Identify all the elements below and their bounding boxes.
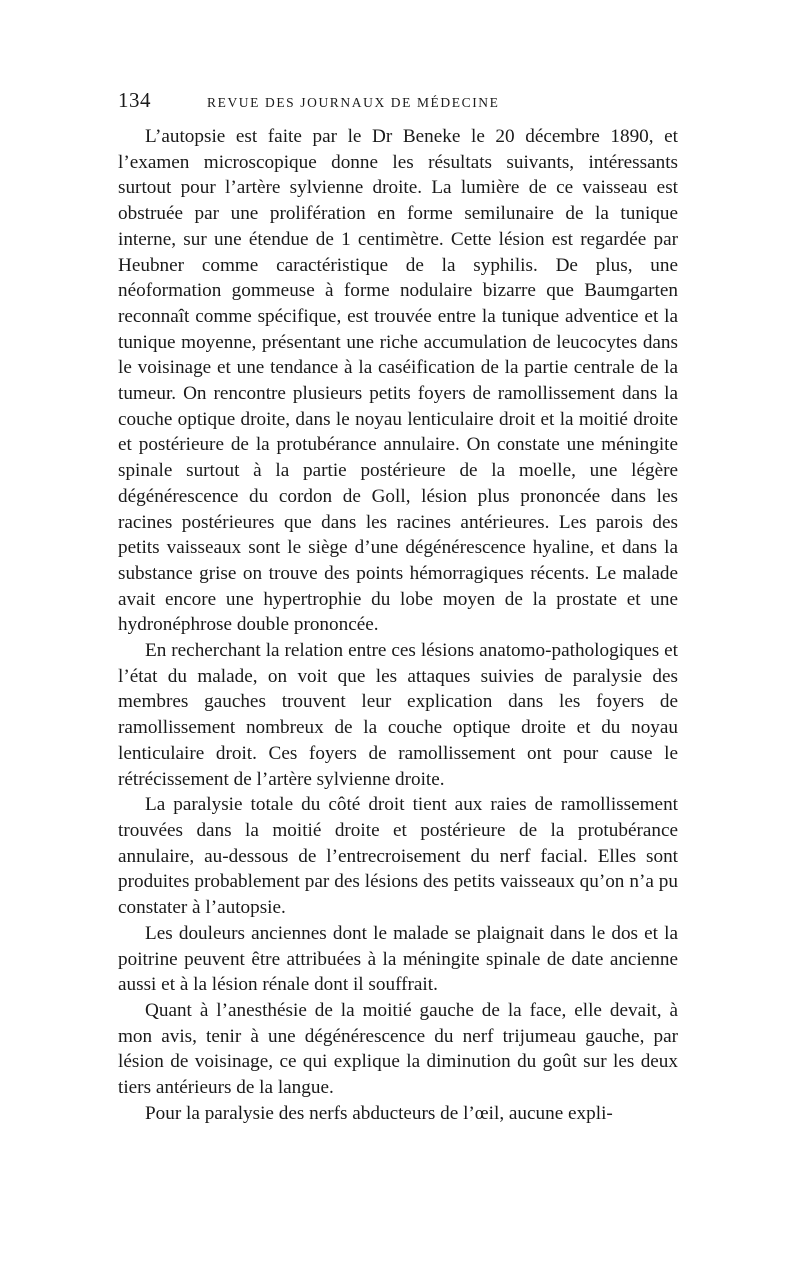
running-title: REVUE DES JOURNAUX DE MÉDECINE	[207, 95, 500, 110]
paragraph-autopsy: L’autopsie est faite par le Dr Beneke le 20 décembre 1890, et l’examen microscopique donne les résultats suivants, intéressants surtout pour l’artère sylvienne droite. La lumière de ce vaisseau est obstruée par une prolifération en forme semilunaire de la tunique interne, sur une étendue de 1 centimètre. Cette lésion est regardée par Heubner comme caractéristique de la syphilis. De plus, une néoformation gommeuse à forme nodulaire bizarre que Baumgarten reconnaît comme spécifique, est trouvée entre la tunique adventice et la tunique moyenne, présentant une riche accumulation de leucocytes dans le voisinage et une tendance à la caséification de la partie centrale de la tumeur. On rencontre plusieurs petits foyers de ramollissement dans la couche optique droite, dans le noyau lenticulaire droit et la moitié droite et postérieure de la protubérance annulaire. On constate une méningite spinale surtout à la partie postérieure de la moelle, une légère dégénérescence du cordon de Goll, lésion plus prononcée dans les racines postérieures que dans les racines antérieures. Les parois des petits vaisseaux sont le siège d’une dégénérescence hyaline, et dans la substance grise on trouve des points hémorragiques récents. Le malade avait encore une hypertrophie du lobe moyen de la prostate et une hydronéphrose double prononcée.	[118, 126, 678, 636]
body-text	[118, 124, 678, 1126]
paragraph-anesthesia: Quant à l’anesthésie de la moitié gauche de la face, elle devait, à mon avis, tenir à une dégénérescence du nerf trijumeau gauche, par lésion de voisinage, ce qui explique la diminution du goût sur les deux tiers antérieurs de la langue.	[118, 999, 678, 1099]
page-number: 134	[118, 88, 151, 112]
journal-page	[118, 88, 678, 1126]
paragraph-abducens: Pour la paralysie des nerfs abducteurs de l’œil, aucune expli-	[145, 1102, 613, 1124]
paragraph-relation: En recherchant la relation entre ces lésions anatomo-pathologiques et l’état du malade, on voit que les attaques suivies de paralysie des membres gauches trouvent leur explication dans les foyers de ramollissement nombreux de la couche optique droite et du noyau lenticulaire droit. Ces foyers de ramollissement ont pour cause le rétrécissement de l’artère sylvienne droite.	[118, 640, 678, 790]
paragraph-pains: Les douleurs anciennes dont le malade se plaignait dans le dos et la poitrine peuvent être attribuées à la méningite spinale de date ancienne aussi et à la lésion rénale dont il souffrait.	[118, 922, 678, 996]
page-header	[118, 88, 678, 118]
paragraph-paralysis: La paralysie totale du côté droit tient aux raies de ramollissement trouvées dans la moitié droite et postérieure de la protubérance annulaire, au-dessous de l’entrecroisement du nerf facial. Elles sont produites probablement par des lésions des petits vaisseaux qu’on n’a pu constater à l’autopsie.	[118, 794, 678, 919]
